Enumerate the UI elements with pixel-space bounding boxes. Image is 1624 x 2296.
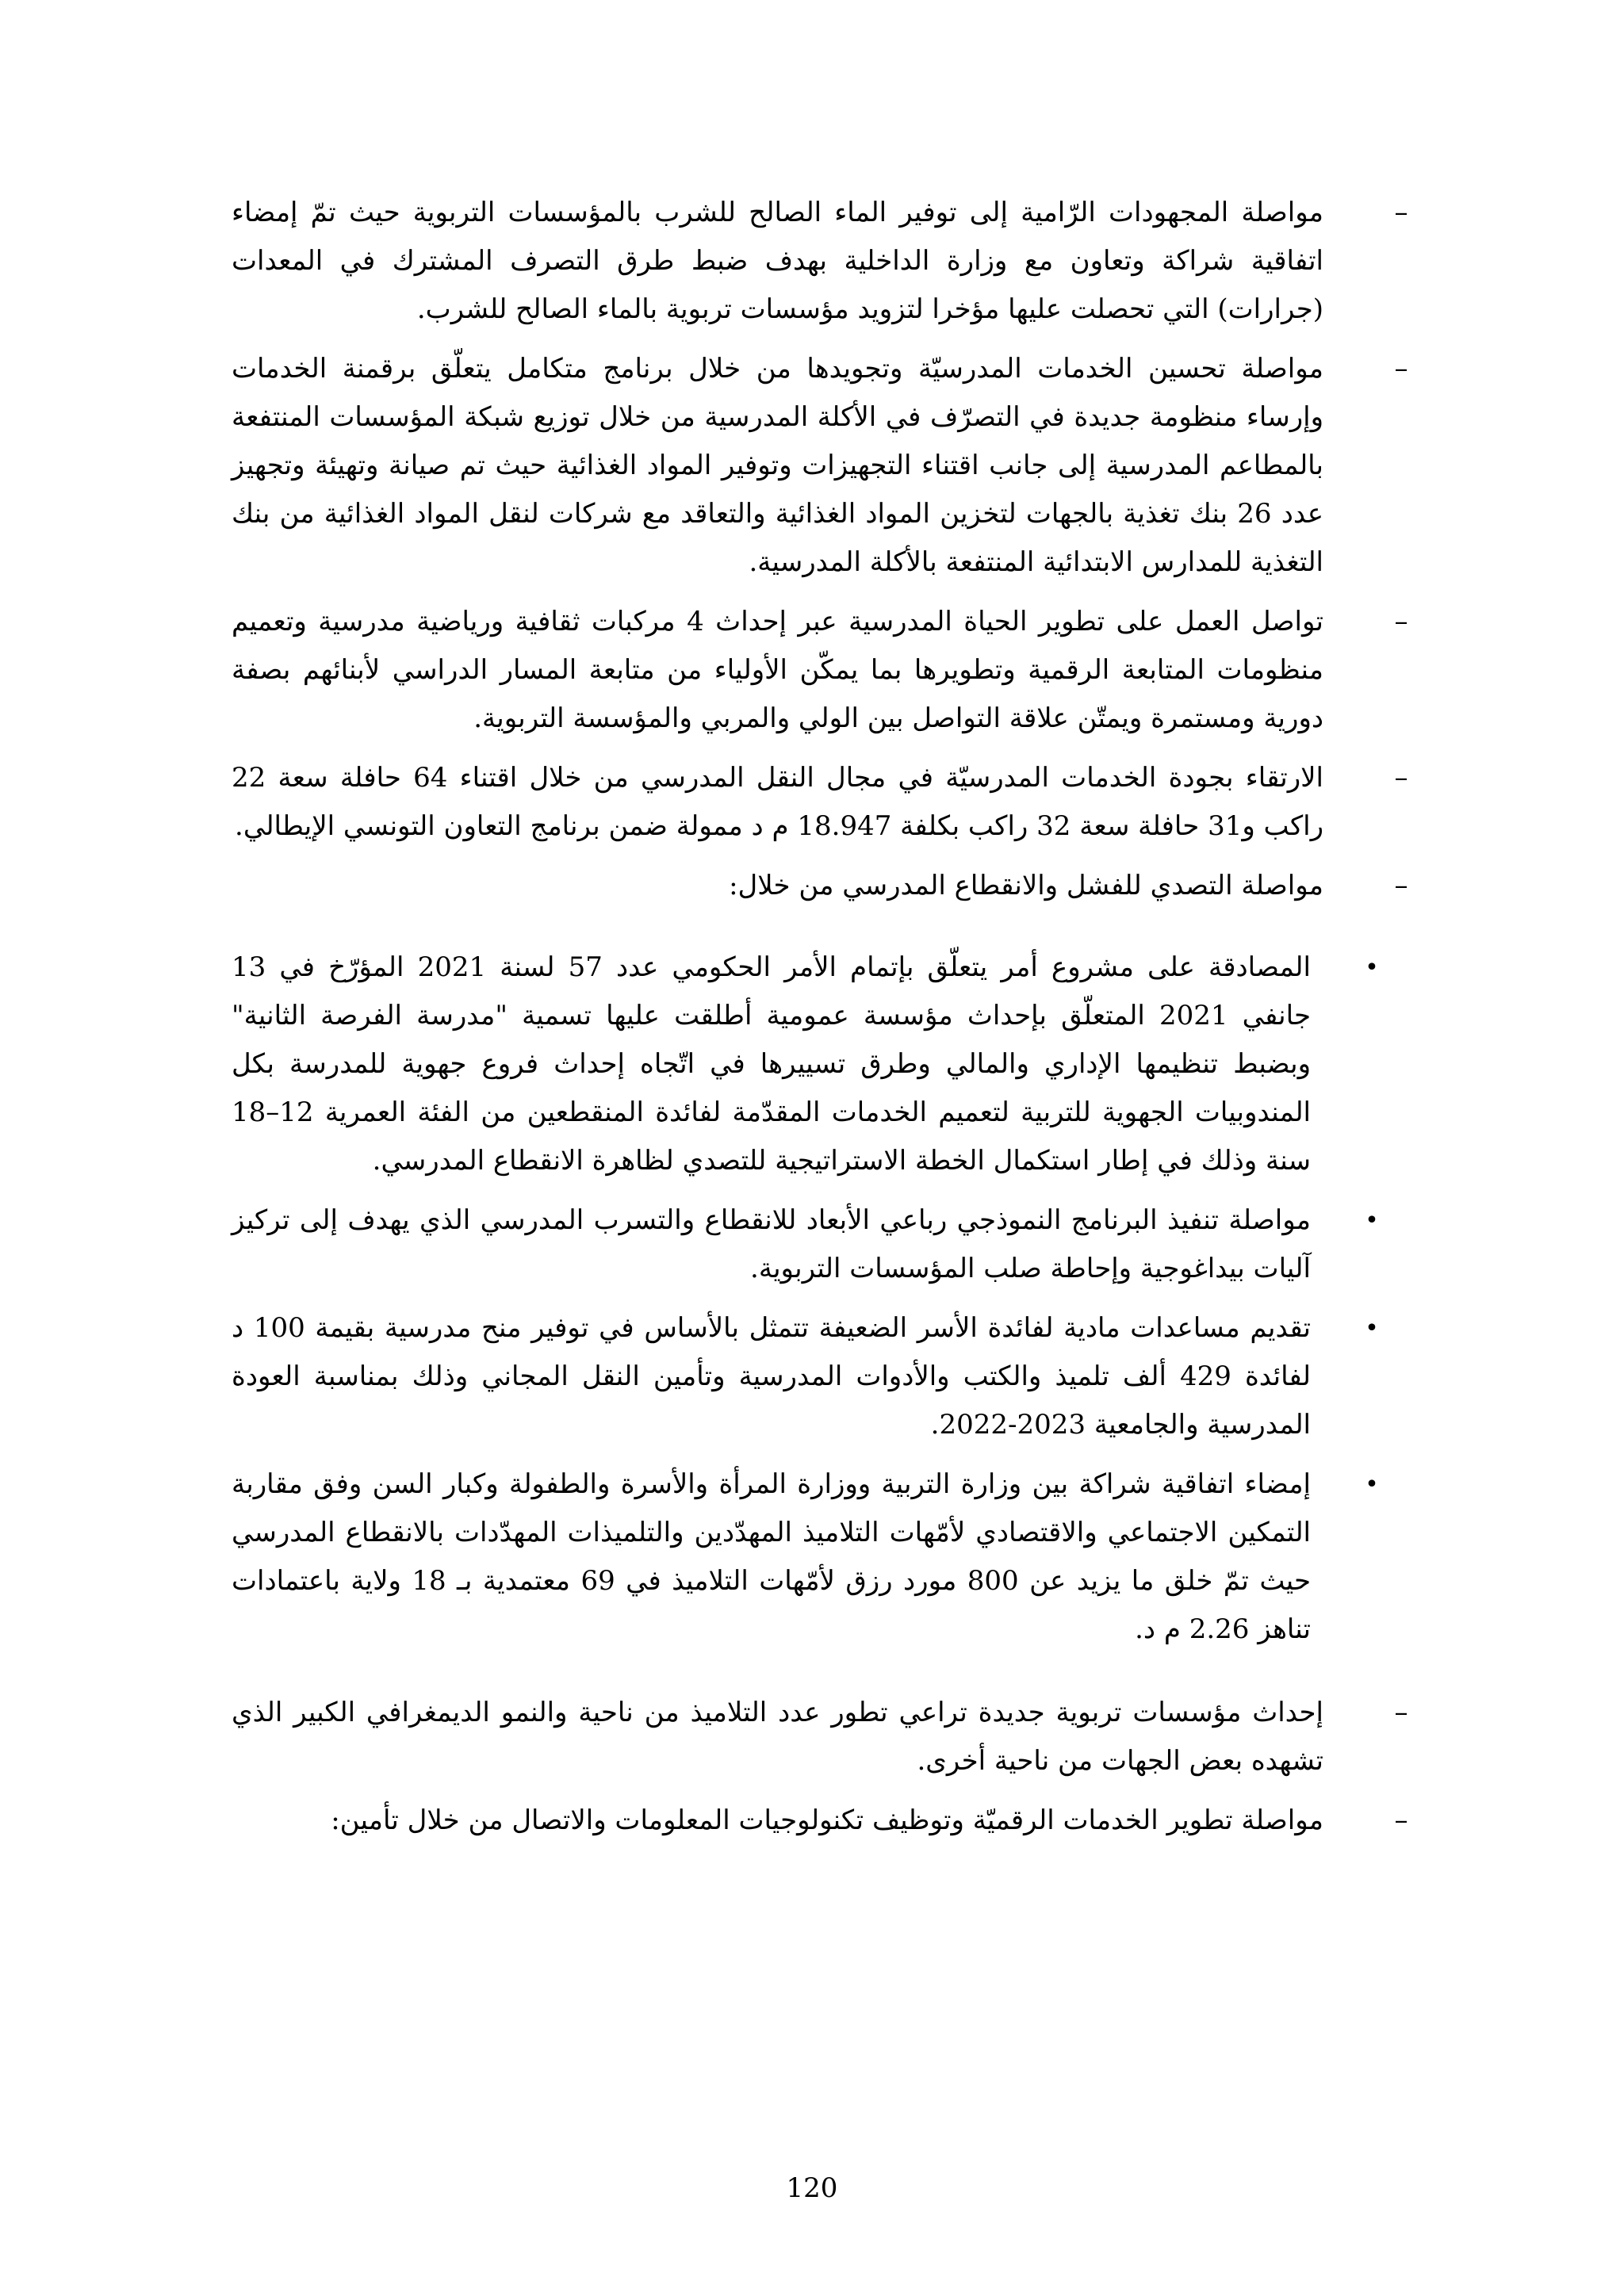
item-text: المصادقة على مشروع أمر يتعلّق بإتمام الأمر الحكومي عدد 57 لسنة 2021 المؤرّخ في 13 جانفي 2021 المتعلّق بإحداث مؤسسة عمومية أطلقت عليها تسمية "مدرسة الفرصة الثانية" وبضبط تنظيمها الإداري والمالي وطرق تسييرها في اتّجاه إحداث فروع جهوية للمدرسة بكل المندوبيات الجهوية للتربية لتعميم الخدمات المقدّمة لفائدة المنقطعين من الفئة العمرية 12–18 سنة وذلك في إطار استكمال الخطة الاستراتيجية للتصدي لظاهرة الانقطاع المدرسي. bbox=[232, 951, 1312, 1177]
item-text: إحداث مؤسسات تربوية جديدة تراعي تطور عدد التلاميذ من ناحية والنمو الديمغرافي الكبير الذي تشهده بعض الجهات من ناحية أخرى. bbox=[232, 1697, 1323, 1777]
item-text: مواصلة تنفيذ البرنامج النموذجي رباعي الأبعاد للانقطاع والتسرب المدرسي الذي يهدف إلى تركيز آليات بيداغوجية وإحاطة صلب المؤسسات التربوية. bbox=[232, 1204, 1311, 1284]
list-item-dropout-intro bbox=[232, 862, 1417, 910]
item-text: مواصلة المجهودات الرّامية إلى توفير الماء الصالح للشرب بالمؤسسات التربوية حيث تمّ إمضاء اتفاقية شراكة وتعاون مع وزارة الداخلية بهدف ضبط طرق التصرف المشترك في المعدات (جرارات) التي تحصلت عليها مؤخرا لتزويد مؤسسات تربوية بالماء الصالح للشرب. bbox=[232, 197, 1323, 325]
item-text: إمضاء اتفاقية شراكة بين وزارة التربية ووزارة المرأة والأسرة والطفولة وكبار السن وفق مقاربة التمكين الاجتماعي والاقتصادي لأمّهات التلاميذ المهدّدين والتلميذات المهدّدات بالانقطاع المدرسي حيث تمّ خلق ما يزيد عن 800 مورد رزق لأمّهات التلاميذ في 69 معتمدية بـ 18 ولاية باعتمادات تناهز 2.26 م د. bbox=[232, 1468, 1311, 1645]
item-text: مواصلة تطوير الخدمات الرقميّة وتوظيف تكنولوجيات المعلومات والاتصال من خلال تأمين: bbox=[331, 1804, 1323, 1836]
list-item-new-schools bbox=[232, 1689, 1417, 1785]
dash-marker: – bbox=[1394, 353, 1408, 385]
page-number: 120 bbox=[786, 2172, 838, 2204]
item-text: تقديم مساعدات مادية لفائدة الأسر الضعيفة تتمثل بالأساس في توفير منح مدرسية بقيمة 100 د لفائدة 429 ألف تلميذ والكتب والأدوات المدرسية وتأمين النقل المجاني وذلك بمناسبة العودة المدرسية والجامعية 2023-2022. bbox=[232, 1312, 1312, 1441]
bullet-marker: • bbox=[1365, 1471, 1379, 1498]
dash-marker: – bbox=[1394, 606, 1408, 637]
list-item-school-life bbox=[232, 598, 1417, 743]
item-text: تواصل العمل على تطوير الحياة المدرسية عبر إحداث 4 مركبات ثقافية ورياضية مدرسية وتعميم منظومات المتابعة الرقمية وتطويرها بما يمكّن الأولياء من متابعة المسار الدراسي لأبنائهم بصفة دورية ومستمرة ويمتّن علاقة التواصل بين الولي والمربي والمؤسسة التربوية. bbox=[232, 606, 1324, 734]
dash-marker: – bbox=[1394, 197, 1408, 228]
dash-marker: – bbox=[1394, 1697, 1408, 1728]
list-item-water bbox=[232, 189, 1417, 334]
bullet-list bbox=[232, 943, 1417, 1654]
bullet-marker: • bbox=[1365, 954, 1379, 982]
bullet-marker: • bbox=[1365, 1207, 1379, 1234]
dash-marker: – bbox=[1394, 1804, 1408, 1836]
list-item-school-services bbox=[232, 345, 1417, 587]
bullet-marker: • bbox=[1365, 1314, 1379, 1342]
dash-marker: – bbox=[1394, 762, 1408, 794]
dash-list-bottom bbox=[232, 1689, 1417, 1845]
bullet-item-second-chance-school bbox=[232, 943, 1384, 1185]
page-body bbox=[232, 189, 1417, 1856]
list-item-school-transport bbox=[232, 754, 1417, 851]
dash-list-top bbox=[232, 189, 1417, 910]
item-text: مواصلة تحسين الخدمات المدرسيّة وتجويدها من خلال برنامج متكامل يتعلّق برقمنة الخدمات وإرساء منظومة جديدة في التصرّف في الأكلة المدرسية من خلال توزيع شبكة المؤسسات المنتفعة بالمطاعم المدرسية إلى جانب اقتناء التجهيزات وتوفير المواد الغذائية حيث تم صيانة وتهيئة وتجهيز عدد 26 بنك تغذية بالجهات لتخزين المواد الغذائية والتعاقد مع شركات لنقل المواد الغذائية من بنك التغذية للمدارس الابتدائية المنتفعة بالأكلة المدرسية. bbox=[232, 353, 1323, 578]
bullet-item-pilot-program bbox=[232, 1196, 1384, 1293]
bullet-item-partnership-agreement bbox=[232, 1460, 1384, 1654]
item-text: مواصلة التصدي للفشل والانقطاع المدرسي من خلال: bbox=[729, 870, 1323, 901]
item-text: الارتقاء بجودة الخدمات المدرسيّة في مجال النقل المدرسي من خلال اقتناء 64 حافلة سعة 22 راكب و31 حافلة سعة 32 راكب بكلفة 18.947 م د ممولة ضمن برنامج التعاون التونسي الإيطالي. bbox=[232, 762, 1324, 842]
dash-marker: – bbox=[1394, 870, 1408, 901]
bullet-item-financial-aid bbox=[232, 1304, 1384, 1449]
list-item-digital-services bbox=[232, 1797, 1417, 1845]
